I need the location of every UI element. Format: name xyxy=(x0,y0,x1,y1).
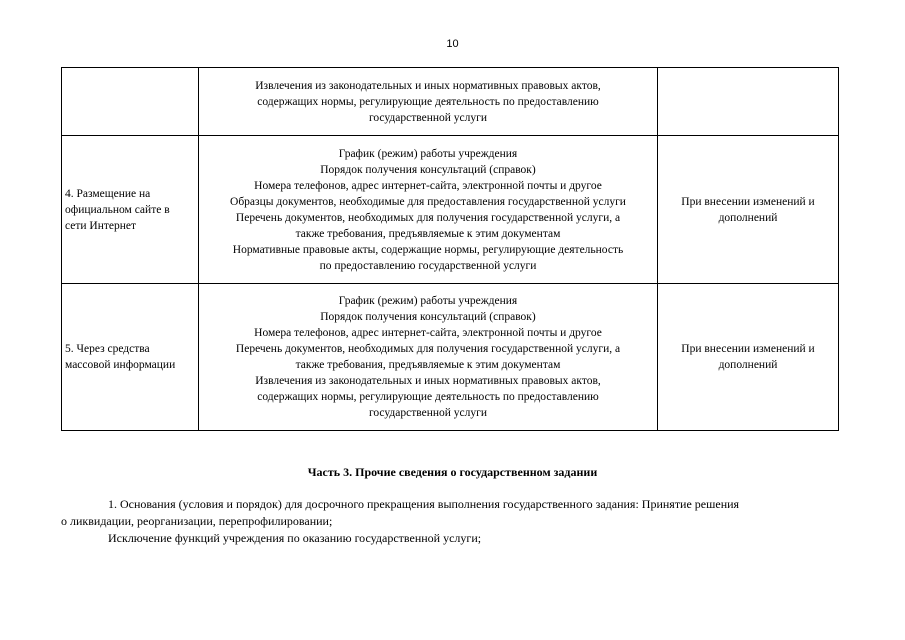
content-cell xyxy=(199,68,658,136)
content-cell-line: График (режим) работы учреждения xyxy=(338,295,518,307)
content-cell-line: Извлечения из законодательных и иных нормативных правовых актов, xyxy=(255,79,601,92)
method-cell xyxy=(62,68,199,136)
method-cell-line: 5. Через средства xyxy=(65,343,150,355)
table-row xyxy=(62,136,839,284)
paragraph-1-line-1: 1. Основания (условия и порядок) для досрочного прекращения выполнения государственного задания: Принятие решения xyxy=(108,497,740,511)
method-cell xyxy=(62,284,199,431)
content-cell xyxy=(199,284,658,431)
content-cell-line: Порядок получения консультаций (справок) xyxy=(320,311,536,323)
content-cell xyxy=(199,136,658,284)
paragraph-1-line-2: о ликвидации, реорганизации, перепрофилировании; xyxy=(61,514,333,528)
page-number: 10 xyxy=(446,38,459,50)
content-cell-line: Номера телефонов, адрес интернет-сайта, электронной почты и другое xyxy=(254,179,602,192)
content-cell-line: График (режим) работы учреждения xyxy=(338,147,518,160)
content-cell-line: содержащих нормы, регулирующие деятельность по предоставлению xyxy=(257,95,599,108)
paragraph-2: Исключение функций учреждения по оказанию государственной услуги; xyxy=(108,531,482,545)
content-cell-line: также требования, предъявляемые к этим документам xyxy=(295,227,561,240)
information-table xyxy=(61,67,839,431)
content-cell-line: Перечень документов, необходимых для получения государственной услуги, а xyxy=(235,211,621,224)
table-row xyxy=(62,68,839,136)
frequency-cell-line: дополнений xyxy=(718,359,778,371)
method-cell xyxy=(62,136,199,284)
frequency-cell-line: При внесении изменений и xyxy=(681,195,815,208)
frequency-cell xyxy=(658,284,839,431)
method-cell-line: сети Интернет xyxy=(65,219,137,232)
method-cell-line: официальном сайте в xyxy=(65,203,170,216)
content-cell-line: Образцы документов, необходимые для предоставления государственной услуги xyxy=(230,195,626,208)
frequency-cell xyxy=(658,136,839,284)
part-title: Часть 3. Прочие сведения о государственном задании xyxy=(307,465,598,479)
content-cell-line: содержащих нормы, регулирующие деятельность по предоставлению xyxy=(257,391,599,403)
content-cell-line: Перечень документов, необходимых для получения государственной услуги, а xyxy=(235,343,621,355)
content-cell-line: Порядок получения консультаций (справок) xyxy=(320,163,536,176)
content-cell-line: по предоставлению государственной услуги xyxy=(319,259,537,272)
content-cell-line: Нормативные правовые акты, содержащие нормы, регулирующие деятельность xyxy=(232,243,624,256)
content-cell-line: также требования, предъявляемые к этим документам xyxy=(295,359,561,371)
method-cell-line: массовой информации xyxy=(65,359,176,371)
content-cell-line: государственной услуги xyxy=(368,407,488,419)
frequency-cell-line: дополнений xyxy=(718,211,778,224)
frequency-cell-line: При внесении изменений и xyxy=(681,343,815,355)
method-cell-line: 4. Размещение на xyxy=(65,187,151,200)
content-cell-line: государственной услуги xyxy=(368,111,488,124)
content-cell-line: Извлечения из законодательных и иных нормативных правовых актов, xyxy=(255,375,601,387)
frequency-cell xyxy=(658,68,839,136)
table-row xyxy=(62,284,839,431)
content-cell-line: Номера телефонов, адрес интернет-сайта, электронной почты и другое xyxy=(254,327,602,339)
